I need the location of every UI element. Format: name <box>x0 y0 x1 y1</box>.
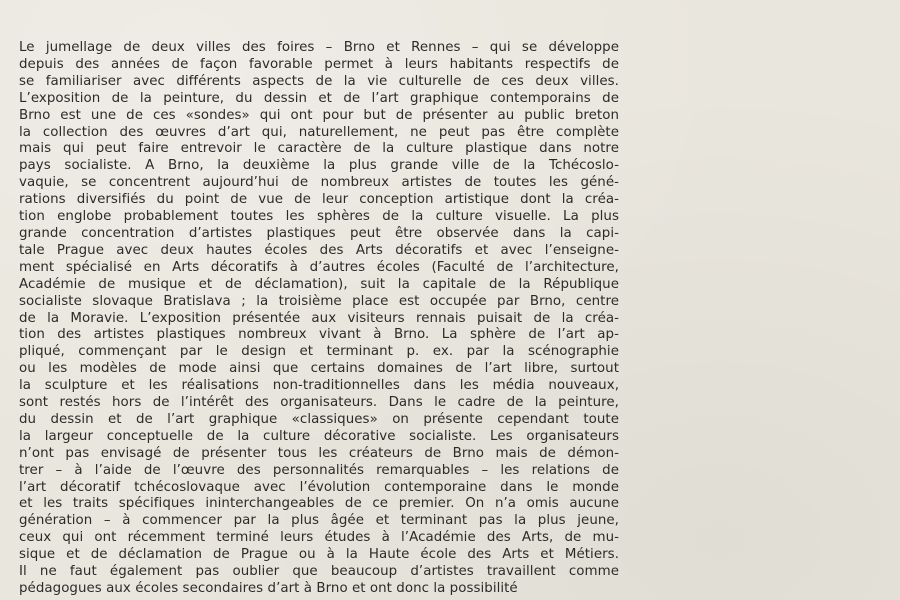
text-line: tale Prague avec deux hautes écoles des Arts décoratifs et avec l’enseigne- <box>19 242 619 258</box>
text-line: L’exposition de la peinture, du dessin et de l’art graphique contemporains de <box>19 90 619 106</box>
text-line: la largeur conceptuelle de la culture décorative socialiste. Les organisateurs <box>19 428 619 444</box>
text-line: de la Moravie. L’exposition présentée aux visiteurs rennais puisait de la créa- <box>19 310 619 326</box>
text-line: tion englobe probablement toutes les sphères de la culture visuelle. La plus <box>19 209 619 225</box>
text-line: du dessin et de l’art graphique «classiques» on présente cependant toute <box>19 411 619 427</box>
text-line: l’art décoratif tchécoslovaque avec l’évolution contemporaine dans le monde <box>19 479 619 495</box>
text-line: vaquie, se concentrent aujourd’hui de nombreux artistes de toutes les géné- <box>19 175 619 191</box>
text-line: sique et de déclamation de Prague ou à la Haute école des Arts et Métiers. <box>19 547 619 563</box>
text-line: depuis des années de façon favorable permet à leurs habitants respectifs de <box>19 56 619 72</box>
text-line: tion des artistes plastiques nombreux vivant à Brno. La sphère de l’art ap- <box>19 327 619 343</box>
text-line: Le jumellage de deux villes des foires – Brno et Rennes – qui se développe <box>19 40 619 55</box>
text-line: pays socialiste. A Brno, la deuxième la plus grande ville de la Tchécoslo- <box>19 158 619 174</box>
text-line: grande concentration d’artistes plastiques peut être observée dans la capi- <box>19 225 619 241</box>
text-line: et les traits spécifiques ininterchangeables de ce premier. On n’a omis aucune <box>19 496 619 512</box>
text-line: Académie de musique et de déclamation), suit la capitale de la République <box>19 276 619 292</box>
text-line: ou les modèles de mode ainsi que certains domaines de l’art libre, surtout <box>19 361 619 377</box>
text-line: Brno est une de ces «sondes» qui ont pour but de présenter au public breton <box>19 107 619 123</box>
text-line: mais qui peut faire entrevoir le caractère de la culture plastique dans notre <box>19 141 619 157</box>
text-line: pliqué, commençant par le design et terminant p. ex. par la scénographie <box>19 344 619 360</box>
text-line: génération – à commencer par la plus âgée et terminant pas la plus jeune, <box>19 513 619 529</box>
text-line: n’ont pas envisagé de présenter tous les créateurs de Brno mais de démon- <box>19 445 619 461</box>
text-line: pédagogues aux écoles secondaires d’art à Brno et ont donc la possibilité <box>19 581 518 596</box>
text-line: la sculpture et les réalisations non-traditionnelles dans les média nouveaux, <box>19 378 619 394</box>
text-line: rations diversifiés du point de vue de leur conception artistique dont la créa- <box>19 192 619 208</box>
text-line: ceux qui ont récemment terminé leurs études à l’Académie des Arts, de mu- <box>19 530 619 546</box>
text-line: la collection des œuvres d’art qui, naturellement, ne peut pas être complète <box>19 124 619 140</box>
text-line: Il ne faut également pas oublier que beaucoup d’artistes travaillent comme <box>19 564 619 580</box>
text-line: trer – à l’aide de l’œuvre des personnalités remarquables – les relations de <box>19 462 619 478</box>
body-text <box>19 40 619 598</box>
text-line: sont restés hors de l’intérêt des organisateurs. Dans le cadre de la peinture, <box>19 395 619 411</box>
text-line: se familiariser avec différents aspects de la vie culturelle de ces deux villes. <box>19 73 619 89</box>
text-line: socialiste slovaque Bratislava ; la troisième place est occupée par Brno, centre <box>19 293 619 309</box>
text-line: ment spécialisé en Arts décoratifs à d’autres écoles (Faculté de l’architecture, <box>19 259 619 275</box>
